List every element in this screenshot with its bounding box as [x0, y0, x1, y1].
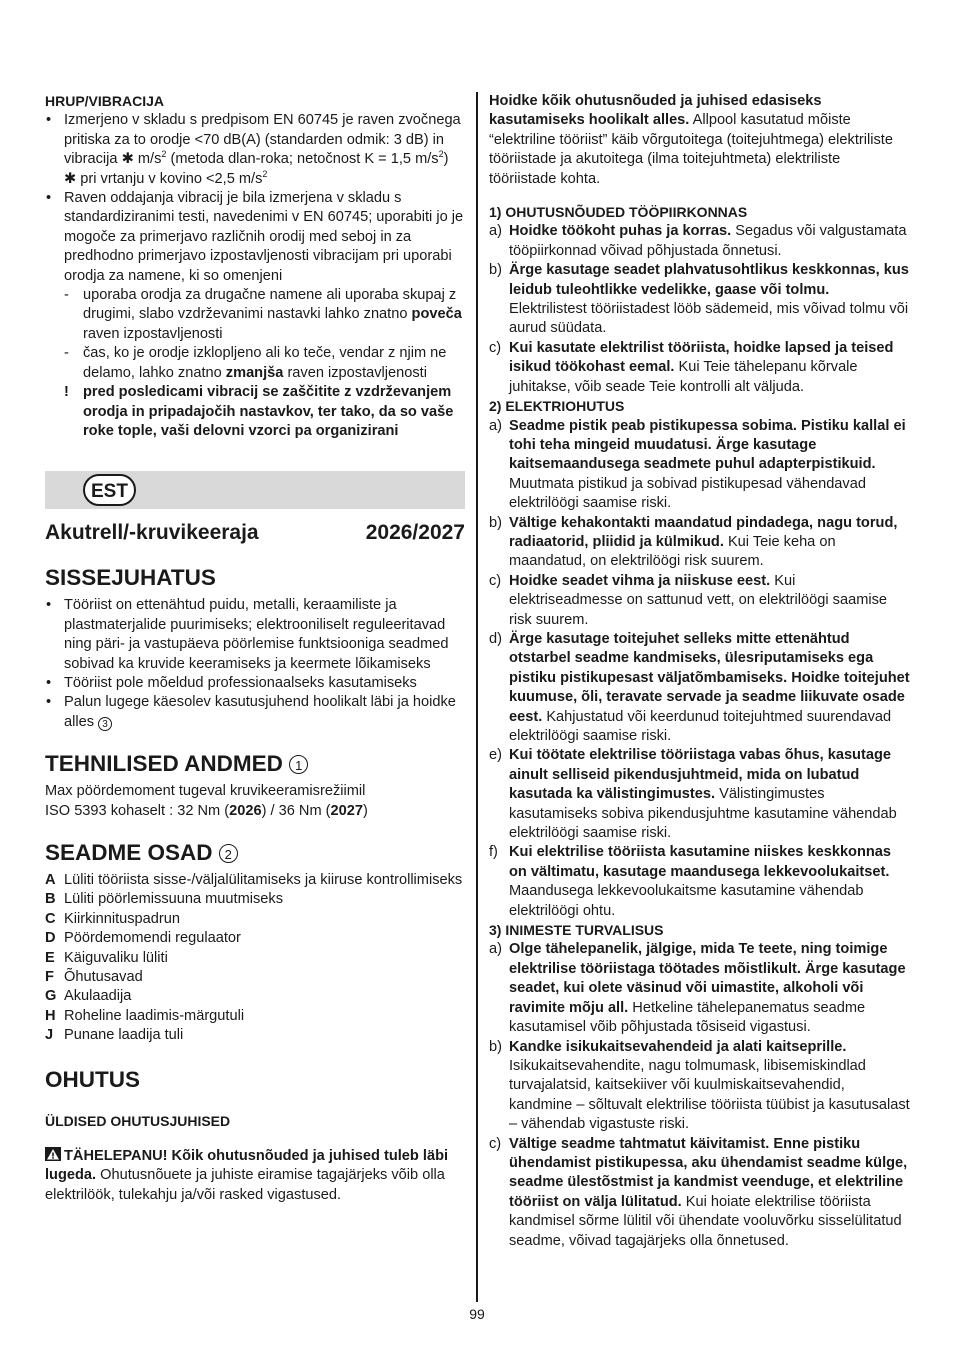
list-item: H Roheline laadimis-märgutuli	[45, 1007, 245, 1024]
section-3-list	[489, 940, 911, 1251]
left-column	[45, 92, 465, 1205]
warning-paragraph: TÄHELEPANU! Kõik ohutusnõuded ja juhised tuleb läbi lugeda. Ohutusnõuete ja juhiste eiramise tagajärjeks võib olla elektrilöök, tulekahju ja/või rasked vigastused.	[45, 1148, 449, 1203]
section-1-heading: 1) OHUTUSNÕUDED TÖÖPIIRKONNAS	[489, 204, 748, 221]
list-item: A Lüliti tööriista sisse-/väljalülitamiseks ja kiiruse kontrollimiseks	[45, 871, 463, 888]
language-badge: EST	[83, 474, 136, 506]
safety-heading: OHUTUS	[45, 1066, 140, 1092]
list-item: C Kiirkinnituspadrun	[45, 910, 181, 927]
page-number: 99	[469, 1306, 485, 1322]
figure-ref: 2	[219, 844, 238, 863]
warning-icon	[45, 1147, 61, 1161]
list-item: D Pöördemomendi regulaator	[45, 930, 241, 947]
list-item: - čas, ko je orodje izklopljeno ali ko teče, vendar z njim ne delamo, lahko znatno zmanjša raven izpostavljenosti	[64, 345, 447, 381]
figure-ref: 3	[98, 717, 112, 731]
figure-ref: 1	[289, 755, 308, 774]
list-item: b) Kandke isikukaitsevahendeid ja alati kaitseprille. Isikukaitsevahendite, nagu tolmumask, libisemiskindlad turvajalatsid, kaitsekiiver või kuulmiskaitsevahendid, kandmine – sõltuvalt elektrilise tööriista tüübist ja kasutusalast – vähendab vigastuste riski.	[489, 1038, 910, 1133]
list-item: • Tööriist pole mõeldud professionaalseks kasutamiseks	[45, 674, 465, 693]
product-title: Akutrell/-kruvikeeraja	[45, 521, 259, 545]
product-title-row	[45, 520, 465, 546]
list-item: • Palun lugege käesolev kasutusjuhend hoolikalt läbi ja hoidke alles 3	[45, 693, 465, 732]
section-1-list	[489, 222, 911, 397]
list-item: e) Kui töötate elektrilise tööriistaga vabas õhus, kasutage ainult selliseid pikendusjuhtmeid, mida on lubatud kasutada ka välistingimustes. Välistingimustes kasutamiseks sobiva pikendusjuhtme kasutamine vähendab elektrilöögi saamise riski.	[489, 747, 897, 842]
list-item: a) Hoidke töökoht puhas ja korras. Segadus või valgustamata tööpiirkonnad võivad põhjustada õnnetusi.	[489, 223, 907, 259]
tech-line-2: ISO 5393 kohaselt : 32 Nm (2026) / 36 Nm (2027)	[45, 802, 368, 819]
product-model: 2026/2027	[365, 521, 465, 545]
list-item: - uporaba orodja za drugačne namene ali uporaba skupaj z drugimi, slabo vzdrževanimi nastavki lahko znatno poveča raven izpostavljenosti	[64, 287, 462, 342]
parts-list	[45, 871, 465, 1046]
star-symbol: ✱	[121, 151, 134, 168]
list-item: • Izmerjeno v skladu s predpisom EN 60745 je raven zvočnega pritiska za to orodje <70 dB(A) (standarden odmik: 3 dB) in vibracija ✱ $m/s^2$ (metoda dlan-roka; netočnost K = 1,5 $m/s^2$) ✱ pri vrtanju v kovino <2,5 $m/s^2$	[45, 111, 465, 189]
list-item: c) Kui kasutate elektrilist tööriista, hoidke lapsed ja teised isikud töökohast eemal. Kui Teie tähelepanu kõrvale juhitakse, võib seade Teie kontrolli alt väljuda.	[489, 339, 894, 395]
right-column	[489, 92, 911, 1251]
list-item: f) Kui elektrilise tööriista kasutamine niiskes keskkonnas on vältimatu, kasutage maandusega lekkevoolukaitset. Maandusega lekkevoolukaitsme kasutamine vähendab elektrilöögi ohtu.	[489, 844, 892, 919]
list-item: d) Ärge kasutage toitejuhet selleks mitte ettenähtud otstarbel seadme kandmiseks, ülesriputamiseks ega pistiku pistikupesast väljatõmbamiseks. Hoidke toitejuhet kuumuse, õli, teravate servade ja seadme liikuvate osade eest. Kahjustatud või keerdunud toitejuhtmed suurendavad elektrilöögi saamise riski.	[489, 630, 910, 744]
noise-bullet-list	[45, 111, 465, 286]
noise-dash-list	[45, 286, 465, 441]
list-item: • Raven oddajanja vibracij je bila izmerjena v skladu s standardiziranimi testi, navedenimi v EN 60745; uporabiti jo je mogoče za primerjavo različnih orodij med seboj in za predhodno primerjavo izpostavljenosti vibracijam pri uporabi orodja za namene, ki so omenjeni	[45, 189, 465, 286]
star-symbol: ✱	[64, 170, 77, 187]
list-item: E Käiguvaliku lüliti	[45, 949, 168, 966]
intro-bullet-list	[45, 596, 465, 732]
list-item: F Õhutusavad	[45, 969, 143, 985]
list-item: c) Vältige seadme tahtmatut käivitamist. Enne pistiku ühendamist pistikupessa, aku ühendamist seadme külge, seadme ülestõstmist ja kandmist veenduge, et elektriline tööriist on välja lülitatud. Kui hoiate elektrilise tööriista kandmisel sõrme lülitil või ühendate vooluvõrku sisselülitatud seadme, võivad tagajärjeks olla õnnetused.	[489, 1135, 908, 1249]
intro-heading: SISSEJUHATUS	[45, 565, 216, 591]
section-2-list	[489, 417, 911, 922]
list-item: B Lüliti pöörlemissuuna muutmiseks	[45, 891, 283, 908]
noise-heading: HRUP/VIBRACIJA	[45, 93, 165, 109]
list-item: ! pred posledicami vibracij se zaščitite z vzdrževanjem orodja in pripadajočih nastavkov, ter tako, da so vaše roke tople, vaši delovni vzorci pa organizirani	[64, 384, 454, 439]
list-item: c) Hoidke seadet vihma ja niiskuse eest. Kui elektriseadmesse on sattunud vett, on elektrilöögi saamise risk suurem.	[489, 572, 888, 628]
keep-instructions-paragraph: Hoidke kõik ohutusnõuded ja juhised edasiseks kasutamiseks hoolikalt alles. Allpool kasutatud mõiste “elektriline tööriist” käib võrgutoitega (toitejuhtmega) elektriliste tööriistade ja akutoitega (ilma toitejuhtmeta) elektriliste tööriistade kohta.	[489, 93, 893, 187]
section-3-heading: 3) INIMESTE TURVALISUS	[489, 922, 664, 939]
list-item: a) Olge tähelepanelik, jälgige, mida Te teete, ning toimige elektrilise tööriistaga töötades mõistlikult. Ärge kasutage seadet, kui olete väsinud või uimastite, alkoholi või ravimite mõju all. Hetkeline tähelepanematus seadme kasutamisel võib põhjustada tõsiseid vigastusi.	[489, 941, 906, 1036]
parts-heading: SEADME OSAD 2	[45, 839, 465, 867]
tech-heading: TEHNILISED ANDMED 1	[45, 750, 465, 778]
list-item: a) Seadme pistik peab pistikupessa sobima. Pistiku kallal ei tohi teha mingeid muudatusi. Ärge kasutage kaitsemaandusega seadmete puhul adapterpistikuid. Muutmata pistikud ja sobivad pistikupesad vähendavad elektrilöögi saamise riski.	[489, 417, 906, 512]
general-safety-heading: ÜLDISED OHUTUSJUHISED	[45, 1112, 231, 1129]
list-item: b) Vältige kehakontakti maandatud pindadega, nagu torud, radiaatorid, pliidid ja külmikud. Kui Teie keha on maandatud, on elektrilöögi risk suurem.	[489, 514, 898, 570]
list-item: • Tööriist on ettenähtud puidu, metalli, keraamiliste ja plastmaterjalide puurimiseks; elektrooniliselt reguleeritavad ning päri- ja vastupäeva pöörlemise funktsiooniga seadmed sobivad ka kruvide keeramiseks ja keermete lõikamiseks	[45, 596, 465, 674]
column-divider	[476, 92, 478, 1302]
list-item: G Akulaadija	[45, 988, 132, 1005]
tech-line-1: Max pöördemoment tugeval kruvikeeramisrežiimil	[45, 783, 366, 800]
language-bar	[45, 471, 465, 509]
list-item: J Punane laadija tuli	[45, 1027, 184, 1044]
section-2-heading: 2) ELEKTRIOHUTUS	[489, 398, 625, 415]
list-item: b) Ärge kasutage seadet plahvatusohtlikus keskkonnas, kus leidub tuleohtlikke vedelikke, gaase või tolmu. Elektrilistest tööriistadest lööb sädemeid, mis võivad tolmu või aurud süüdata.	[489, 262, 909, 337]
